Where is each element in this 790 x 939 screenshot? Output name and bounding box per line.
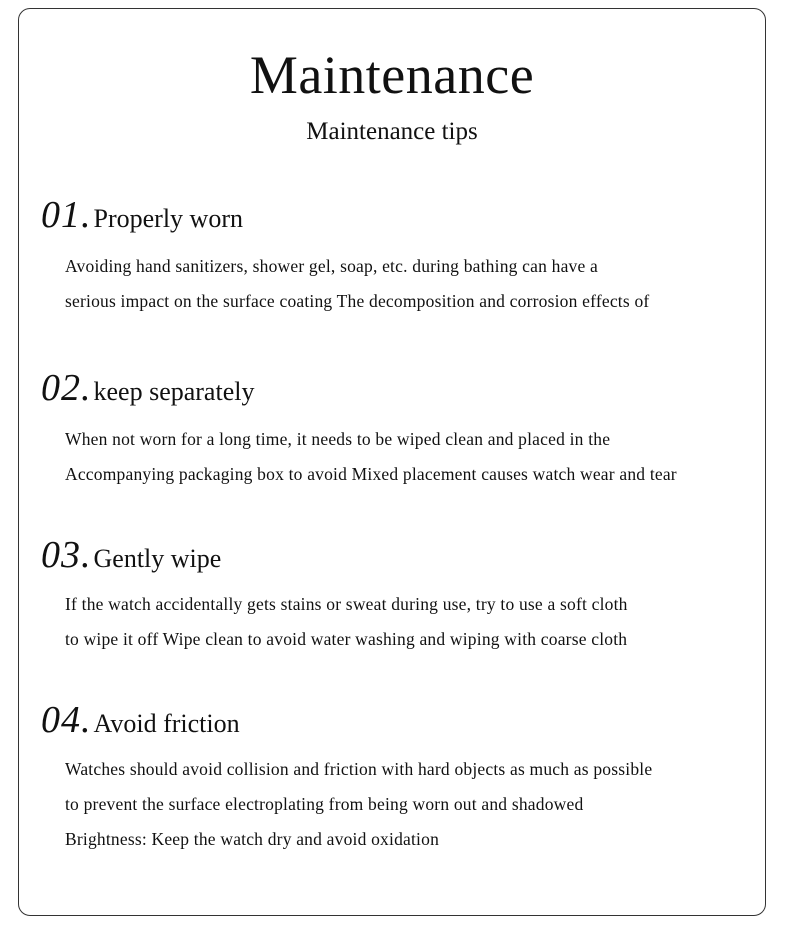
page-title: Maintenance [249,45,535,105]
section-number: 04. [41,699,92,741]
section-body [41,752,761,857]
section-body [41,587,761,657]
section-heading [41,366,761,410]
section-heading [41,533,761,577]
section-text-line: to prevent the surface electroplating from being worn out and shadowed [65,794,584,814]
page-subtitle: Maintenance tips [306,118,478,145]
section-text-line: Brightness: Keep the watch dry and avoid oxidation [65,829,440,849]
section-title: Properly worn [93,204,243,233]
section-body [41,422,761,492]
section-title: Gently wipe [93,544,222,573]
section-number: 03. [41,534,92,576]
section-text-line: to wipe it off Wipe clean to avoid water washing and wiping with coarse cloth [65,629,628,649]
section-title: Avoid friction [93,709,240,738]
section-number: 02. [41,367,92,409]
section-heading [41,698,761,742]
section-keep-separately [41,366,761,492]
section-title: keep separately [93,377,255,406]
section-avoid-friction [41,698,761,857]
section-number: 01. [41,194,92,236]
section-heading [41,193,761,237]
section-properly-worn [41,193,761,319]
section-text-line: serious impact on the surface coating The decomposition and corrosion effects of [65,291,650,311]
section-text-line: Accompanying packaging box to avoid Mixed placement causes watch wear and tear [65,464,677,484]
section-text-line: If the watch accidentally gets stains or sweat during use, try to use a soft cloth [65,594,628,614]
section-text-line: Watches should avoid collision and friction with hard objects as much as possible [65,759,653,779]
section-body [41,249,761,319]
section-text-line: Avoiding hand sanitizers, shower gel, soap, etc. during bathing can have a [65,256,599,276]
section-gently-wipe [41,533,761,657]
maintenance-card [18,8,766,916]
section-text-line: When not worn for a long time, it needs to be wiped clean and placed in the [65,429,611,449]
